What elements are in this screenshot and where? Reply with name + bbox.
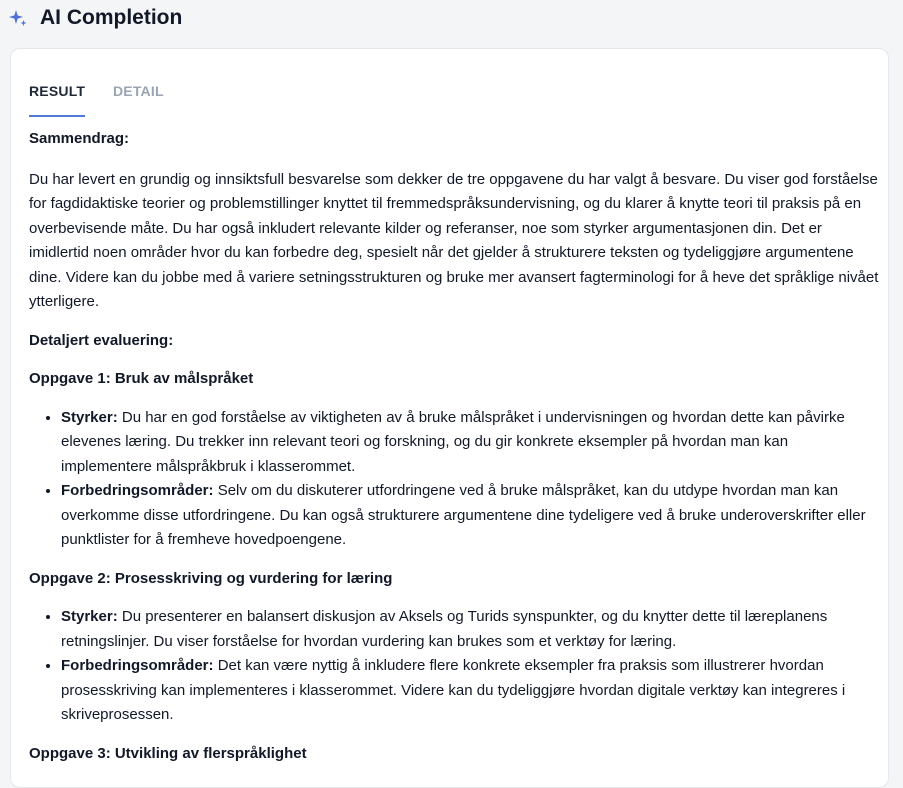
item-label: Forbedringsområder: bbox=[61, 482, 214, 499]
task-list bbox=[29, 406, 879, 553]
item-text: Det kan være nyttig å inkludere flere konkrete eksempler fra praksis som illustrerer hvordan prosesskriving kan implementeres i klasserommet. Videre kan du tydeliggjøre hvordan digitale verktøy kan integreres i skriveprosessen. bbox=[61, 657, 846, 723]
sparkle-icon bbox=[8, 9, 28, 29]
list-item bbox=[61, 605, 879, 654]
detail-heading: Detaljert evaluering: bbox=[29, 331, 174, 349]
item-text: Du har en god forståelse av viktigheten av å bruke målspråket i undervisningen og hvordan dette kan påvirke elevenes læring. Du trekker inn relevant teori og forskning, og du gir konkrete eksempler på hvordan man kan implementere målspråkbruk i klasserommet. bbox=[61, 408, 845, 475]
result-content bbox=[29, 127, 879, 766]
item-text: Du presenterer en balansert diskusjon av Aksels og Turids synspunkter, og du knytter dette til læreplanens retningslinjer. Du viser forståelse for hvordan vurdering kan brukes som et verktøy for læring. bbox=[61, 608, 828, 650]
tab-result[interactable]: RESULT bbox=[29, 83, 86, 99]
task-list bbox=[29, 605, 879, 728]
task-heading: Oppgave 2: Prosesskriving og vurdering for læring bbox=[29, 569, 393, 587]
task-heading: Oppgave 1: Bruk av målspråket bbox=[29, 370, 254, 387]
summary-heading: Sammendrag: bbox=[29, 130, 130, 147]
summary-text: Du har levert en grundig og innsiktsfull besvarelse som dekker de tre oppgavene du har valgt å besvare. Du viser god forståelse for fagdidaktiske teorier og problemstillinger knyttet til fremmedspråksundervisning, og du klarer å knytte teori til praksis på en overbevisende måte. Du har også inkludert relevante kilder og referanser, noe som styrker argumentasjonen din. Det er imidlertid noen områder hvor du kan forbedre deg, spesielt når det gjelder å strukturere teksten og tydeliggjøre argumentene dine. Videre kan du jobbe med å variere setningsstrukturen og bruke mer avansert fagterminologi for å heve det språklige nivået ytterligere. bbox=[29, 170, 879, 310]
task-heading: Oppgave 3: Utvikling av flerspråklighet bbox=[29, 744, 307, 762]
tab-detail[interactable]: DETAIL bbox=[113, 83, 164, 99]
item-label: Forbedringsområder: bbox=[61, 657, 214, 674]
app-header bbox=[0, 0, 903, 40]
page-title: AI Completion bbox=[40, 6, 183, 29]
list-item bbox=[61, 479, 879, 553]
item-text: Selv om du diskuterer utfordringene ved å bruke målspråket, kan du utdype hvordan man kan overkomme disse utfordringene. Du kan også strukturere argumentene dine tydeligere ved å bruke underoverskrifter eller punktlister for å fremheve hovedpoengene. bbox=[61, 482, 866, 548]
item-label: Styrker: bbox=[61, 408, 118, 426]
list-item bbox=[61, 654, 879, 728]
active-tab-indicator bbox=[29, 115, 85, 117]
item-label: Styrker: bbox=[61, 608, 118, 625]
completion-card bbox=[10, 48, 889, 788]
list-item bbox=[61, 406, 879, 480]
